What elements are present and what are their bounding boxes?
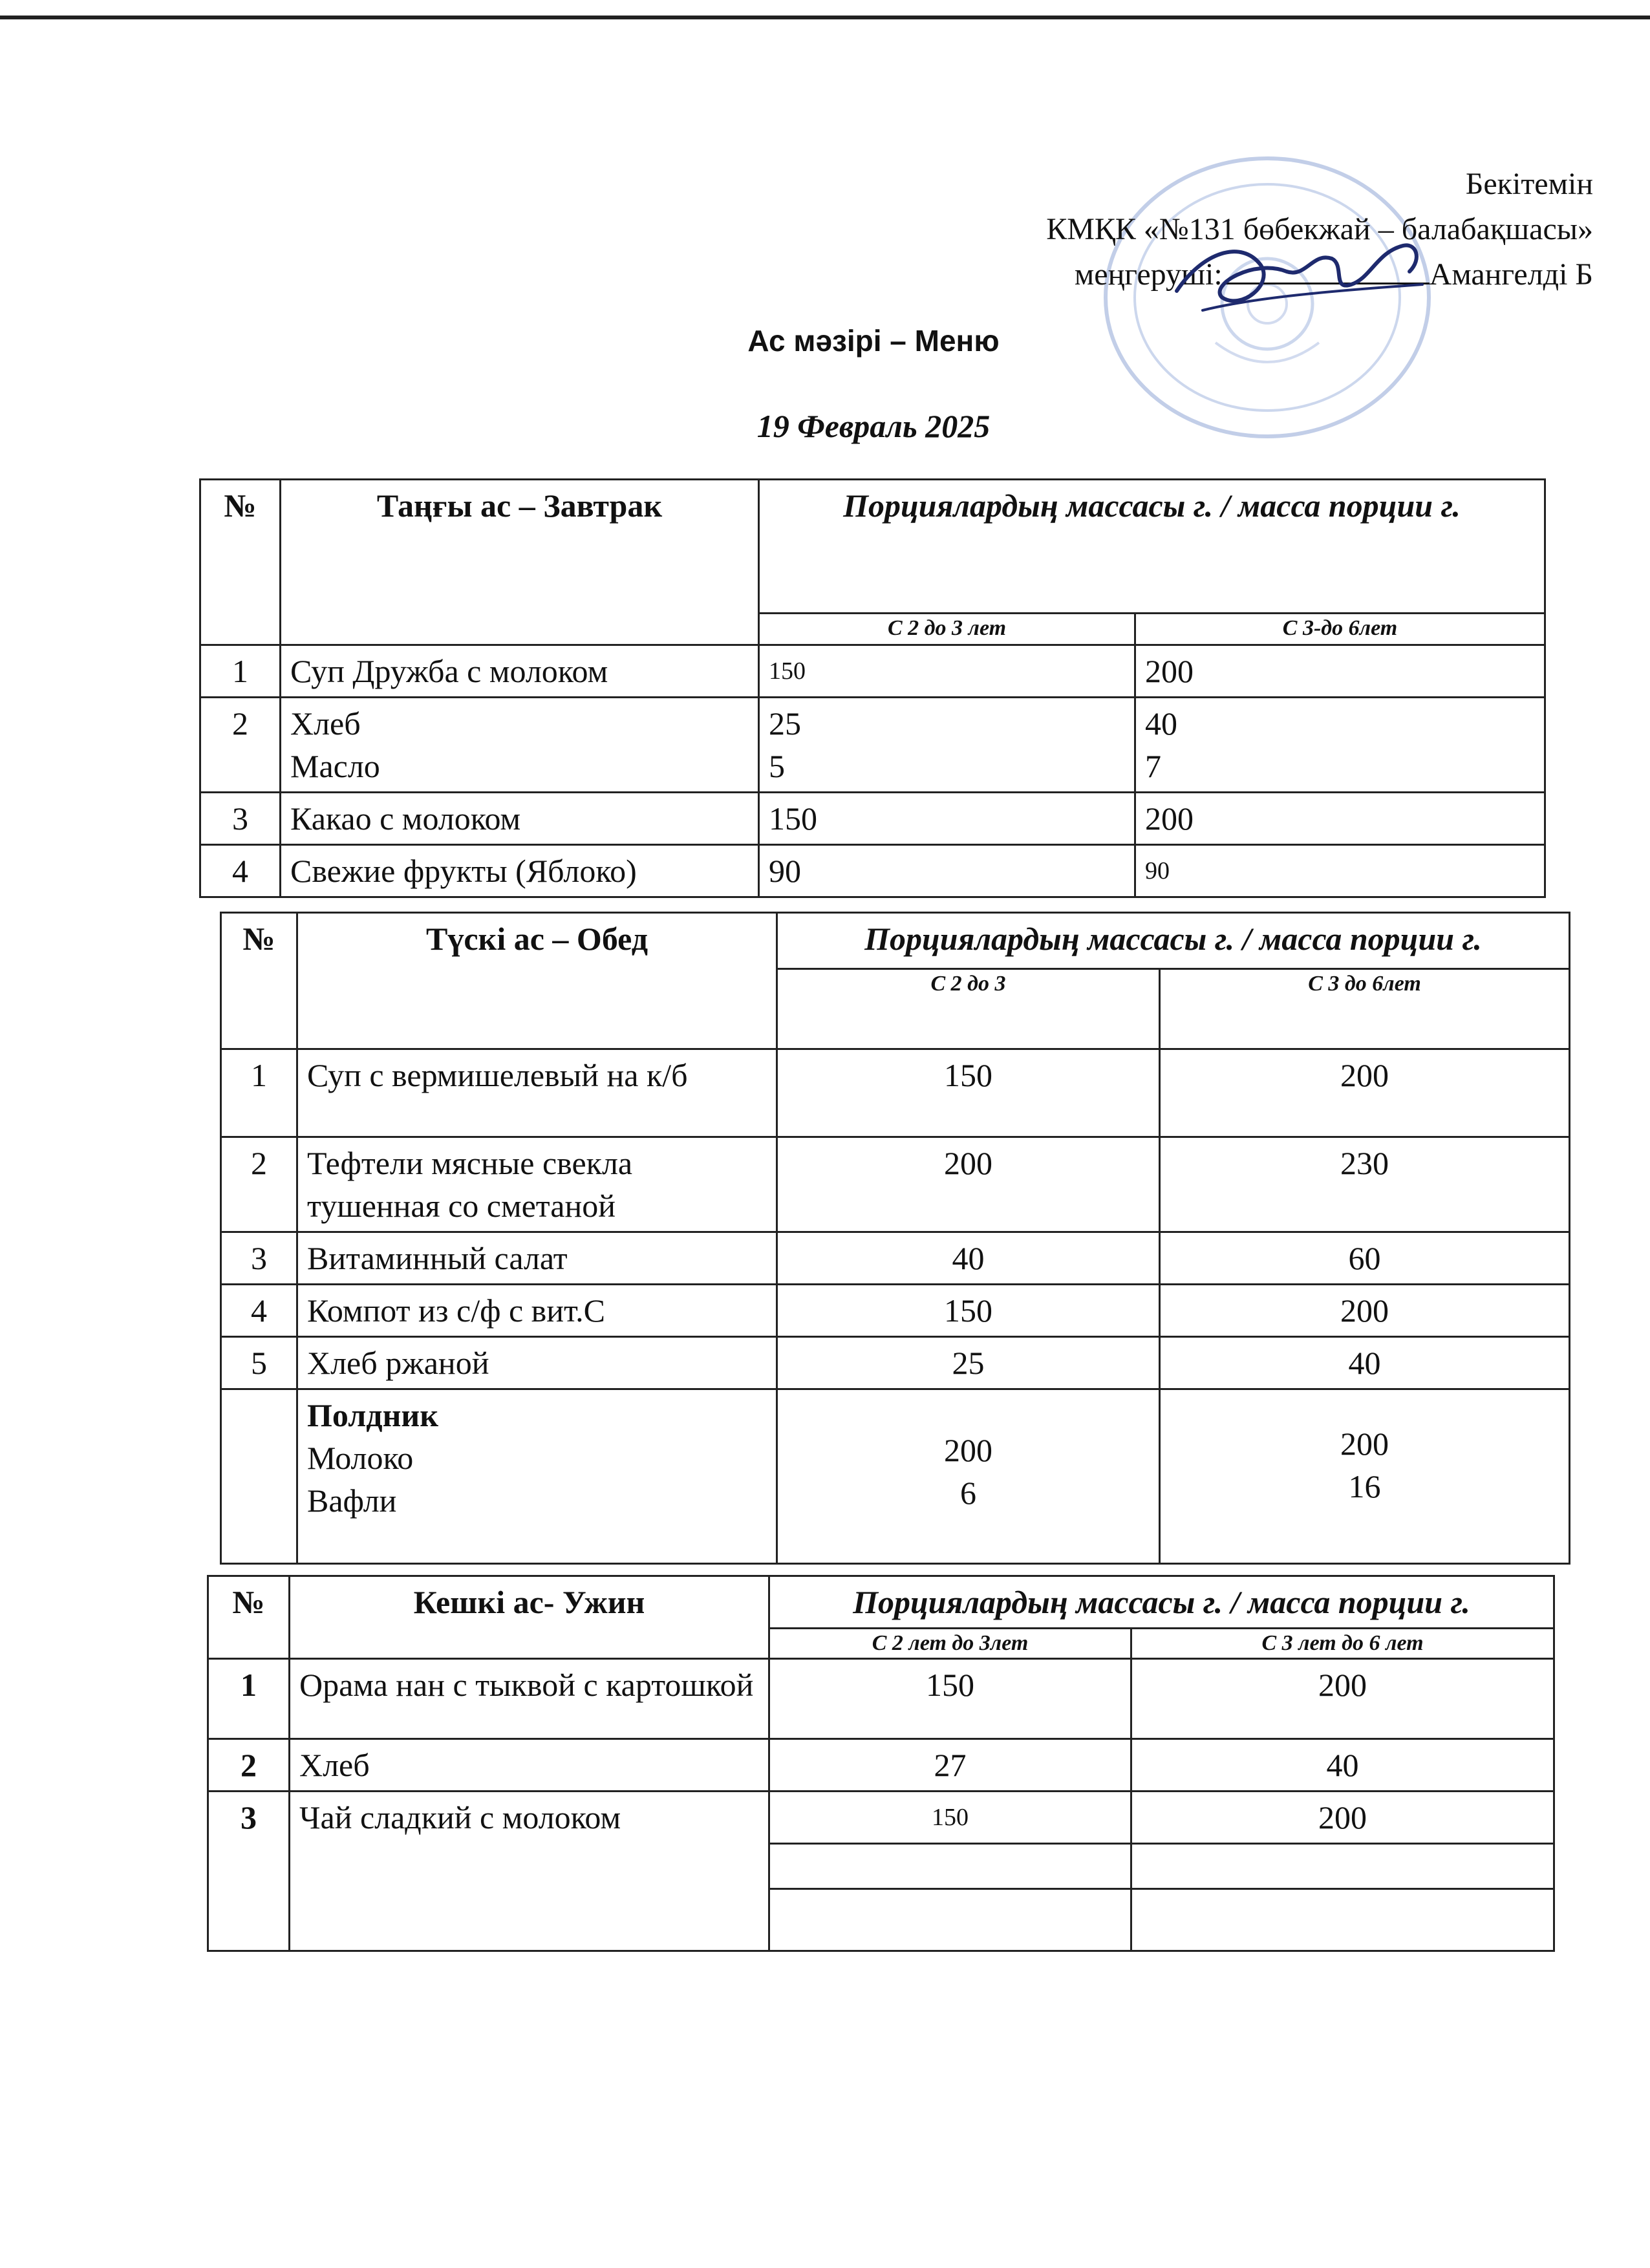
snack-row: [221, 1389, 1570, 1564]
lunch-table: [220, 912, 1570, 1565]
row-number: 4: [200, 845, 281, 897]
table-row: [221, 1232, 1570, 1285]
dish-name: Витаминный салат: [297, 1232, 777, 1285]
portion-3-6: 200: [1131, 1792, 1554, 1844]
dish-line: Молоко: [307, 1440, 414, 1476]
empty-cell: [1131, 1889, 1554, 1951]
breakfast-title-header: Таңғы ас – Завтрак: [281, 480, 759, 645]
menu-date: 19 Февраль 2025: [756, 408, 991, 444]
portion-2-3: 150: [777, 1049, 1160, 1137]
scan-top-edge: [0, 16, 1650, 19]
portion-3-6: 230: [1160, 1137, 1570, 1232]
table-row: [221, 1337, 1570, 1389]
table-row: [221, 1049, 1570, 1137]
breakfast-age1: С 2 до 3 лет: [759, 614, 1135, 645]
table-row: [208, 1659, 1554, 1739]
organization-name: КМҚК «№131 бөбекжай – балабақшасы»: [1046, 212, 1593, 246]
portion-value: 5: [769, 748, 785, 784]
lunch-age1: С 2 до 3: [777, 969, 1160, 1049]
portion-value: 6: [960, 1475, 976, 1511]
portion-3-6: [1135, 698, 1545, 793]
dish-name: Свежие фрукты (Яблоко): [281, 845, 759, 897]
portion-2-3: 150: [759, 645, 1135, 698]
table-row: [208, 1792, 1554, 1844]
dinner-age1: С 2 лет до 3лет: [769, 1629, 1131, 1659]
dinner-num-header: №: [208, 1576, 290, 1659]
dish-name: Тефтели мясные свекла тушенная со сметаной: [297, 1137, 777, 1232]
portion-value: 7: [1145, 748, 1161, 784]
row-number: 2: [208, 1739, 290, 1792]
dinner-mass-header: Порциялардың массасы г. / масса порции г.: [769, 1576, 1554, 1629]
table-row: [200, 845, 1545, 897]
row-number: 3: [221, 1232, 297, 1285]
dish-name: Хлеб: [290, 1739, 769, 1792]
row-number: 1: [200, 645, 281, 698]
dish-line: Масло: [290, 748, 380, 784]
portion-value: 16: [1348, 1468, 1381, 1504]
row-number: 2: [200, 698, 281, 793]
dish-name: Чай сладкий с молоком: [290, 1792, 769, 1951]
row-number: [221, 1389, 297, 1564]
portion-2-3: 25: [777, 1337, 1160, 1389]
breakfast-num-header: №: [200, 480, 281, 645]
row-number: 3: [208, 1792, 290, 1951]
table-row: [200, 793, 1545, 845]
portion-3-6: [1160, 1389, 1570, 1564]
portion-value: 25: [769, 705, 801, 742]
portion-value: 200: [944, 1432, 992, 1468]
breakfast-mass-header: Порциялардың массасы г. / масса порции г.: [759, 480, 1545, 614]
snack-title: Полдник: [307, 1397, 439, 1433]
portion-2-3: 150: [759, 793, 1135, 845]
portion-3-6: 60: [1160, 1232, 1570, 1285]
dish-name: Хлеб ржаной: [297, 1337, 777, 1389]
snack-names: [297, 1389, 777, 1564]
director-name: Амангелді Б: [1429, 257, 1593, 292]
table-row: [221, 1137, 1570, 1232]
portion-3-6: 200: [1135, 793, 1545, 845]
page-title: Ас мәзірі – Меню: [747, 324, 1000, 358]
breakfast-table: [199, 478, 1546, 898]
portion-2-3: 40: [777, 1232, 1160, 1285]
dish-name: Компот из с/ф с вит.С: [297, 1285, 777, 1337]
empty-cell: [1131, 1844, 1554, 1889]
row-number: 5: [221, 1337, 297, 1389]
dish-name: Суп с вермишелевый на к/б: [297, 1049, 777, 1137]
empty-cell: [769, 1889, 1131, 1951]
position-label: меңгеруші:: [1074, 257, 1223, 292]
portion-3-6: 40: [1160, 1337, 1570, 1389]
portion-2-3: [777, 1389, 1160, 1564]
approval-title: Бекітемін: [1465, 167, 1593, 201]
table-row: [200, 645, 1545, 698]
dinner-age2: С 3 лет до 6 лет: [1131, 1629, 1554, 1659]
portion-value: 200: [1340, 1426, 1389, 1462]
empty-cell: [769, 1844, 1131, 1889]
dinner-title-header: Кешкі ас- Ужин: [290, 1576, 769, 1659]
portion-2-3: [759, 698, 1135, 793]
portion-2-3: 150: [777, 1285, 1160, 1337]
lunch-mass-header: Порциялардың массасы г. / масса порции г.: [777, 913, 1570, 969]
portion-2-3: 90: [759, 845, 1135, 897]
row-number: 3: [200, 793, 281, 845]
row-number: 1: [221, 1049, 297, 1137]
lunch-num-header: №: [221, 913, 297, 1049]
portion-3-6: 90: [1135, 845, 1545, 897]
table-row: [200, 698, 1545, 793]
portion-3-6: 200: [1160, 1049, 1570, 1137]
lunch-age2: С 3 до 6лет: [1160, 969, 1570, 1049]
portion-3-6: 200: [1131, 1659, 1554, 1739]
portion-2-3: 200: [777, 1137, 1160, 1232]
row-number: 4: [221, 1285, 297, 1337]
portion-3-6: 200: [1135, 645, 1545, 698]
table-row: [208, 1739, 1554, 1792]
table-row: [221, 1285, 1570, 1337]
dish-name: [281, 698, 759, 793]
dish-line: Вафли: [307, 1482, 397, 1519]
portion-3-6: 40: [1131, 1739, 1554, 1792]
portion-value: 40: [1145, 705, 1177, 742]
portion-2-3: 150: [769, 1659, 1131, 1739]
portion-2-3: 27: [769, 1739, 1131, 1792]
portion-3-6: 200: [1160, 1285, 1570, 1337]
row-number: 2: [221, 1137, 297, 1232]
lunch-title-header: Түскі ас – Обед: [297, 913, 777, 1049]
dinner-table: [207, 1575, 1555, 1952]
dish-line: Хлеб: [290, 705, 361, 742]
row-number: 1: [208, 1659, 290, 1739]
dish-name: Суп Дружба с молоком: [281, 645, 759, 698]
breakfast-age2: С 3-до 6лет: [1135, 614, 1545, 645]
portion-2-3: 150: [769, 1792, 1131, 1844]
dish-name: Орама нан с тыквой с картошкой: [290, 1659, 769, 1739]
dish-name: Какао с молоком: [281, 793, 759, 845]
